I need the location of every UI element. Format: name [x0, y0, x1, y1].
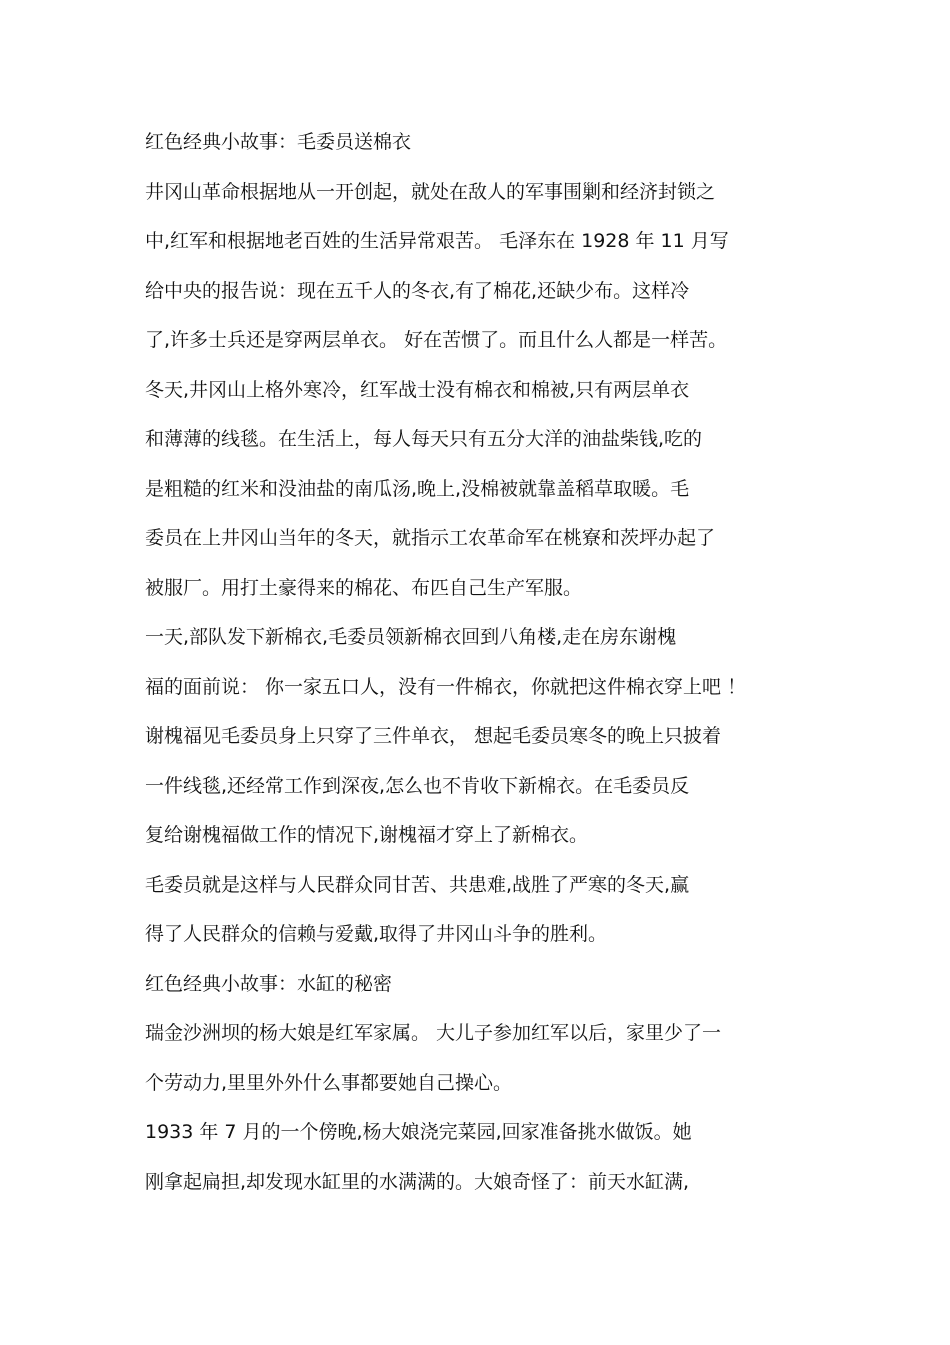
text-line: 复给谢槐福做工作的情况下,谢槐福才穿上了新棉衣。	[145, 824, 589, 846]
text-line: 得了人民群众的信赖与爱戴,取得了井冈山斗争的胜利。	[145, 923, 608, 945]
text-line: 给中央的报告说：现在五千人的冬衣,有了棉花,还缺少布。这样冷	[145, 279, 690, 302]
text-line: 1933 年 7 月的一个傍晚,杨大娘浇完菜园,回家准备挑水做饭。她	[145, 1121, 692, 1143]
text-line: 井冈山革命根据地从一开创起，就处在敌人的军事围剿和经济封锁之	[145, 180, 716, 203]
text-line: 一天,部队发下新棉衣,毛委员领新棉衣回到八角楼,走在房东谢槐	[145, 626, 677, 648]
text-line: 毛委员就是这样与人民群众同甘苦、共患难,战胜了严寒的冬天,赢	[145, 873, 690, 896]
document-body	[145, 118, 825, 1207]
text-line: 冬天,井冈山上格外寒冷，红军战士没有棉衣和棉被,只有两层单衣	[145, 378, 690, 401]
text-line: 和薄薄的线毯。在生活上，每人每天只有五分大洋的油盐柴钱,吃的	[145, 428, 703, 450]
text-line: 个劳动力,里里外外什么事都要她自己操心。	[145, 1071, 513, 1094]
story-title: 红色经典小故事：毛委员送棉衣	[145, 131, 412, 153]
text-line: 被服厂。用打土豪得来的棉花、布匹自己生产军服。	[145, 576, 583, 599]
text-line: 是粗糙的红米和没油盐的南瓜汤,晚上,没棉被就靠盖稻草取暖。毛	[145, 477, 690, 500]
text-line: 一件线毯,还经常工作到深夜,怎么也不肯收下新棉衣。在毛委员反	[145, 774, 690, 797]
text-line: 瑞金沙洲坝的杨大娘是红军家属。 大儿子参加红军以后，家里少了一	[145, 1022, 722, 1044]
text-line: 谢槐福见毛委员身上只穿了三件单衣， 想起毛委员寒冬的晚上只披着	[145, 725, 722, 747]
text-line: 刚拿起扁担,却发现水缸里的水满满的。大娘奇怪了：前天水缸满,	[145, 1170, 690, 1193]
story-title: 红色经典小故事：水缸的秘密	[145, 972, 393, 995]
text-line: 福的面前说： 你一家五口人，没有一件棉衣，你就把这件棉衣穿上吧 ！	[145, 675, 747, 698]
text-line: 中,红军和根据地老百姓的生活异常艰苦。 毛泽东在 1928 年 11 月写	[145, 230, 729, 252]
text-line: 委员在上井冈山当年的冬天，就指示工农革命军在桃寮和茨坪办起了	[145, 527, 716, 549]
text-line: 了,许多士兵还是穿两层单衣。 好在苦惯了。而且什么人都是一样苦。	[145, 329, 728, 351]
